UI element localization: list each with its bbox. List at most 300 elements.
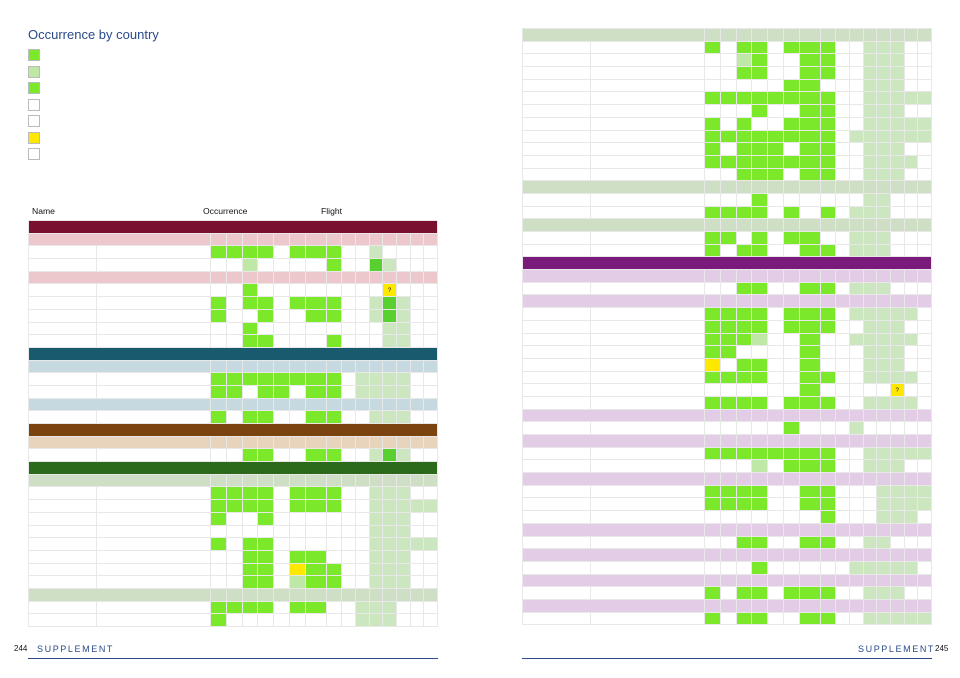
occurrence-cell xyxy=(326,500,342,513)
occurrence-cell xyxy=(820,117,836,130)
occurrence-cell xyxy=(800,511,820,524)
species-row xyxy=(523,320,932,333)
country-column-header xyxy=(210,398,226,411)
occurrence-cell xyxy=(820,447,836,460)
flight-cell xyxy=(424,563,438,576)
country-column-header xyxy=(784,574,800,587)
species-row xyxy=(523,536,932,549)
country-column-header xyxy=(784,473,800,486)
occurrence-cell xyxy=(258,309,274,322)
flight-cell xyxy=(836,92,850,105)
month-column-header xyxy=(890,270,904,283)
flight-cell xyxy=(383,538,397,551)
occurrence-cell xyxy=(820,422,836,435)
flight-cell xyxy=(904,206,918,219)
occurrence-cell xyxy=(210,373,226,386)
occurrence-cell xyxy=(258,512,274,525)
occurrence-cell xyxy=(736,105,752,118)
occurrence-cell xyxy=(720,346,736,359)
occurrence-cell xyxy=(800,193,820,206)
flight-cell xyxy=(356,246,370,259)
family-name xyxy=(523,257,932,270)
occurrence-cell xyxy=(736,460,752,473)
flight-cell xyxy=(850,206,864,219)
country-column-header xyxy=(258,271,274,284)
species-name xyxy=(523,282,591,295)
flight-cell xyxy=(342,335,356,348)
occurrence-cell xyxy=(736,498,752,511)
species-name xyxy=(523,561,591,574)
occurrence-cell xyxy=(306,538,326,551)
country-column-header xyxy=(306,436,326,449)
occurrence-cell xyxy=(784,92,800,105)
flight-cell xyxy=(918,105,932,118)
occurrence-cell xyxy=(752,155,768,168)
country-column-header xyxy=(704,409,720,422)
flight-cell xyxy=(356,500,370,513)
occurrence-cell xyxy=(784,143,800,156)
occurrence-cell xyxy=(800,498,820,511)
occurrence-cell xyxy=(820,282,836,295)
right-page xyxy=(480,0,960,678)
flight-cell xyxy=(836,498,850,511)
country-column-header xyxy=(820,574,836,587)
occurrence-cell xyxy=(226,309,242,322)
occurrence-cell xyxy=(326,297,342,310)
species-name xyxy=(29,614,97,627)
occurrence-cell xyxy=(274,385,290,398)
month-column-header xyxy=(383,233,397,246)
occurrence-cell xyxy=(326,259,342,272)
flight-cell xyxy=(850,282,864,295)
month-column-header xyxy=(396,436,410,449)
flight-cell xyxy=(918,143,932,156)
species-name xyxy=(523,587,591,600)
occurrence-cell xyxy=(752,485,768,498)
flight-cell xyxy=(836,396,850,409)
country-column-header xyxy=(274,360,290,373)
country-column-header xyxy=(274,233,290,246)
occurrence-cell xyxy=(242,525,258,538)
country-column-header xyxy=(210,360,226,373)
occurrence-cell xyxy=(736,130,752,143)
occurrence-cell xyxy=(820,587,836,600)
occurrence-cell xyxy=(736,92,752,105)
occurrence-cell xyxy=(704,447,720,460)
flight-cell xyxy=(863,561,877,574)
occurrence-cell xyxy=(226,563,242,576)
flight-cell xyxy=(918,422,932,435)
legend-item xyxy=(28,49,228,61)
country-column-header xyxy=(290,233,306,246)
species-name xyxy=(29,525,97,538)
month-column-header xyxy=(863,599,877,612)
occurrence-cell xyxy=(274,411,290,424)
flight-cell xyxy=(863,396,877,409)
country-column-header xyxy=(752,599,768,612)
occurrence-cell xyxy=(768,333,784,346)
occurrence-cell xyxy=(752,79,768,92)
species-name xyxy=(523,41,591,54)
occurrence-cell xyxy=(290,259,306,272)
month-column-header xyxy=(410,588,424,601)
occurrence-cell xyxy=(704,333,720,346)
flight-cell xyxy=(356,411,370,424)
occurrence-cell xyxy=(242,550,258,563)
flight-cell xyxy=(342,297,356,310)
occurrence-cell xyxy=(752,371,768,384)
month-column-header xyxy=(850,473,864,486)
flight-cell xyxy=(918,358,932,371)
occurrence-cell xyxy=(290,487,306,500)
common-name xyxy=(97,500,211,513)
occurrence-cell xyxy=(210,500,226,513)
genus-row xyxy=(523,435,932,448)
flight-cell xyxy=(383,309,397,322)
occurrence-cell xyxy=(258,373,274,386)
occurrence-cell xyxy=(736,67,752,80)
flight-cell xyxy=(904,168,918,181)
occurrence-cell xyxy=(306,309,326,322)
flight-cell xyxy=(918,384,932,397)
flight-cell xyxy=(396,487,410,500)
occurrence-cell xyxy=(800,117,820,130)
occurrence-cell xyxy=(720,155,736,168)
occurrence-cell xyxy=(326,322,342,335)
month-column-header xyxy=(369,398,383,411)
occurrence-cell xyxy=(242,385,258,398)
flight-cell xyxy=(877,54,891,67)
occurrence-cell xyxy=(784,460,800,473)
genus-name xyxy=(29,588,211,601)
genus-row xyxy=(29,398,438,411)
occurrence-cell xyxy=(720,168,736,181)
flight-cell xyxy=(904,41,918,54)
month-column-header xyxy=(877,549,891,562)
month-column-header xyxy=(850,435,864,448)
flight-cell xyxy=(369,601,383,614)
occurrence-cell xyxy=(784,105,800,118)
genus-name xyxy=(523,29,705,42)
flight-cell xyxy=(383,246,397,259)
flight-cell xyxy=(410,259,424,272)
country-column-header xyxy=(784,435,800,448)
country-column-header xyxy=(736,599,752,612)
country-column-header xyxy=(210,474,226,487)
country-column-header xyxy=(290,271,306,284)
month-column-header xyxy=(836,473,850,486)
occurrence-cell xyxy=(210,550,226,563)
species-name xyxy=(523,92,591,105)
genus-row xyxy=(29,436,438,449)
month-column-header xyxy=(396,271,410,284)
occurrence-cell xyxy=(736,320,752,333)
occurrence-cell xyxy=(736,206,752,219)
genus-row xyxy=(523,549,932,562)
flight-cell xyxy=(424,385,438,398)
occurrence-cell xyxy=(242,322,258,335)
legend-item xyxy=(28,66,228,78)
flight-cell xyxy=(383,601,397,614)
month-column-header xyxy=(410,271,424,284)
occurrence-cell xyxy=(290,297,306,310)
country-column-header xyxy=(290,398,306,411)
flight-cell xyxy=(836,168,850,181)
occurrence-cell xyxy=(242,373,258,386)
flight-cell xyxy=(424,525,438,538)
occurrence-cell xyxy=(768,371,784,384)
month-column-header xyxy=(918,29,932,42)
species-row xyxy=(523,371,932,384)
occurrence-cell xyxy=(326,601,342,614)
occurrence-cell xyxy=(258,487,274,500)
flight-cell xyxy=(904,105,918,118)
month-column-header xyxy=(904,574,918,587)
month-column-header xyxy=(877,219,891,232)
month-column-header xyxy=(410,398,424,411)
flight-cell xyxy=(877,587,891,600)
species-row xyxy=(29,284,438,297)
occurrence-cell xyxy=(226,538,242,551)
occurrence-cell xyxy=(720,244,736,257)
genus-row xyxy=(29,271,438,284)
flight-cell xyxy=(918,333,932,346)
month-column-header xyxy=(396,474,410,487)
occurrence-cell xyxy=(752,143,768,156)
country-column-header xyxy=(306,474,326,487)
occurrence-cell xyxy=(752,320,768,333)
occurrence-cell xyxy=(720,536,736,549)
common-name xyxy=(97,563,211,576)
month-column-header xyxy=(918,270,932,283)
species-name xyxy=(523,143,591,156)
occurrence-cell xyxy=(226,449,242,462)
flight-cell xyxy=(356,335,370,348)
occurrence-cell xyxy=(306,550,326,563)
country-column-header xyxy=(258,474,274,487)
country-column-header xyxy=(290,436,306,449)
country-column-header xyxy=(274,271,290,284)
flight-cell xyxy=(836,67,850,80)
month-column-header xyxy=(863,435,877,448)
occurrence-cell xyxy=(820,54,836,67)
flight-cell xyxy=(890,155,904,168)
species-name xyxy=(29,309,97,322)
flight-cell xyxy=(904,54,918,67)
country-column-header xyxy=(736,549,752,562)
flight-cell xyxy=(877,117,891,130)
month-column-header xyxy=(836,523,850,536)
occurrence-cell xyxy=(326,335,342,348)
month-column-header xyxy=(850,574,864,587)
flight-cell xyxy=(356,284,370,297)
flight-cell xyxy=(904,485,918,498)
month-column-header xyxy=(836,295,850,308)
common-name xyxy=(591,232,705,245)
country-column-header xyxy=(242,271,258,284)
month-column-header xyxy=(383,398,397,411)
genus-row xyxy=(523,270,932,283)
month-column-header xyxy=(836,181,850,194)
month-column-header xyxy=(342,436,356,449)
flight-cell xyxy=(890,498,904,511)
occurrence-cell xyxy=(226,335,242,348)
occurrence-cell xyxy=(784,320,800,333)
flight-cell xyxy=(890,333,904,346)
occurrence-cell xyxy=(704,498,720,511)
month-column-header xyxy=(877,181,891,194)
flight-cell xyxy=(877,168,891,181)
occurrence-cell xyxy=(306,500,326,513)
occurrence-cell xyxy=(226,411,242,424)
flight-cell xyxy=(369,525,383,538)
family-name xyxy=(29,462,438,475)
species-name xyxy=(523,536,591,549)
country-column-header xyxy=(752,473,768,486)
flight-cell xyxy=(342,309,356,322)
country-column-header xyxy=(720,574,736,587)
flight-cell xyxy=(836,333,850,346)
country-column-header xyxy=(736,29,752,42)
species-row xyxy=(523,206,932,219)
flight-cell xyxy=(877,612,891,625)
country-column-header xyxy=(210,436,226,449)
flight-cell xyxy=(904,232,918,245)
country-column-header xyxy=(768,599,784,612)
country-column-header xyxy=(768,295,784,308)
common-name xyxy=(591,612,705,625)
occurrence-cell xyxy=(784,447,800,460)
flight-cell xyxy=(918,244,932,257)
occurrence-cell xyxy=(274,449,290,462)
occurrence-cell xyxy=(768,143,784,156)
occurrence-cell xyxy=(752,346,768,359)
country-column-header xyxy=(258,436,274,449)
occurrence-cell xyxy=(306,614,326,627)
country-column-header xyxy=(720,270,736,283)
flight-cell xyxy=(863,511,877,524)
legend-swatch xyxy=(28,132,40,144)
flight-cell xyxy=(890,130,904,143)
month-column-header xyxy=(918,523,932,536)
occurrence-cell xyxy=(800,130,820,143)
occurrence-cell xyxy=(210,246,226,259)
flight-cell xyxy=(424,487,438,500)
occurrence-cell xyxy=(800,92,820,105)
occurrence-cell xyxy=(258,576,274,589)
occurrence-cell xyxy=(752,384,768,397)
country-column-header xyxy=(784,29,800,42)
species-name xyxy=(523,498,591,511)
occurrence-cell xyxy=(736,587,752,600)
flight-cell xyxy=(877,384,891,397)
occurrence-cell xyxy=(226,601,242,614)
flight-cell xyxy=(342,550,356,563)
occurrence-cell xyxy=(226,512,242,525)
flight-cell xyxy=(410,385,424,398)
flight-cell xyxy=(836,612,850,625)
country-column-header xyxy=(736,435,752,448)
common-name xyxy=(97,601,211,614)
flight-cell xyxy=(904,193,918,206)
flight-cell xyxy=(850,384,864,397)
occurrence-cell xyxy=(784,308,800,321)
flight-cell xyxy=(383,550,397,563)
occurrence-cell xyxy=(290,576,306,589)
flight-cell xyxy=(396,385,410,398)
occurrence-cell xyxy=(820,384,836,397)
month-column-header xyxy=(850,599,864,612)
family-name xyxy=(29,221,438,234)
occurrence-cell xyxy=(820,396,836,409)
flight-cell xyxy=(890,92,904,105)
flight-cell xyxy=(890,54,904,67)
genus-name xyxy=(523,574,705,587)
month-column-header xyxy=(904,435,918,448)
flight-cell xyxy=(904,422,918,435)
country-column-header xyxy=(820,549,836,562)
month-column-header xyxy=(918,435,932,448)
occurrence-cell xyxy=(736,79,752,92)
flight-cell xyxy=(850,155,864,168)
family-row xyxy=(29,424,438,437)
flight-cell xyxy=(890,79,904,92)
species-row xyxy=(523,105,932,118)
occurrence-cell xyxy=(210,297,226,310)
common-name xyxy=(591,308,705,321)
month-column-header xyxy=(863,523,877,536)
genus-row xyxy=(523,409,932,422)
month-column-header xyxy=(850,523,864,536)
occurrence-cell xyxy=(720,396,736,409)
occurrence-cell xyxy=(704,320,720,333)
common-name xyxy=(591,320,705,333)
flight-cell xyxy=(850,67,864,80)
country-column-header xyxy=(736,574,752,587)
species-row xyxy=(523,282,932,295)
flight-cell xyxy=(410,373,424,386)
genus-row xyxy=(29,233,438,246)
flight-cell xyxy=(836,54,850,67)
flight-cell xyxy=(424,538,438,551)
genus-row xyxy=(523,523,932,536)
occurrence-cell xyxy=(704,561,720,574)
common-name xyxy=(591,168,705,181)
flight-cell xyxy=(410,576,424,589)
species-row xyxy=(29,297,438,310)
flight-cell xyxy=(863,232,877,245)
common-name xyxy=(591,282,705,295)
occurrence-cell xyxy=(290,538,306,551)
occurrence-cell xyxy=(226,614,242,627)
occurrence-cell xyxy=(820,155,836,168)
country-column-header xyxy=(274,436,290,449)
genus-name xyxy=(29,474,211,487)
common-name xyxy=(97,259,211,272)
occurrence-cell xyxy=(784,536,800,549)
occurrence-cell xyxy=(800,143,820,156)
flight-cell xyxy=(396,538,410,551)
country-column-header xyxy=(736,523,752,536)
occurrence-cell xyxy=(736,371,752,384)
flight-cell xyxy=(850,498,864,511)
occurrence-cell xyxy=(800,105,820,118)
country-column-header xyxy=(326,474,342,487)
species-row xyxy=(523,54,932,67)
month-column-header xyxy=(877,270,891,283)
occurrence-cell xyxy=(704,282,720,295)
flight-cell xyxy=(850,561,864,574)
